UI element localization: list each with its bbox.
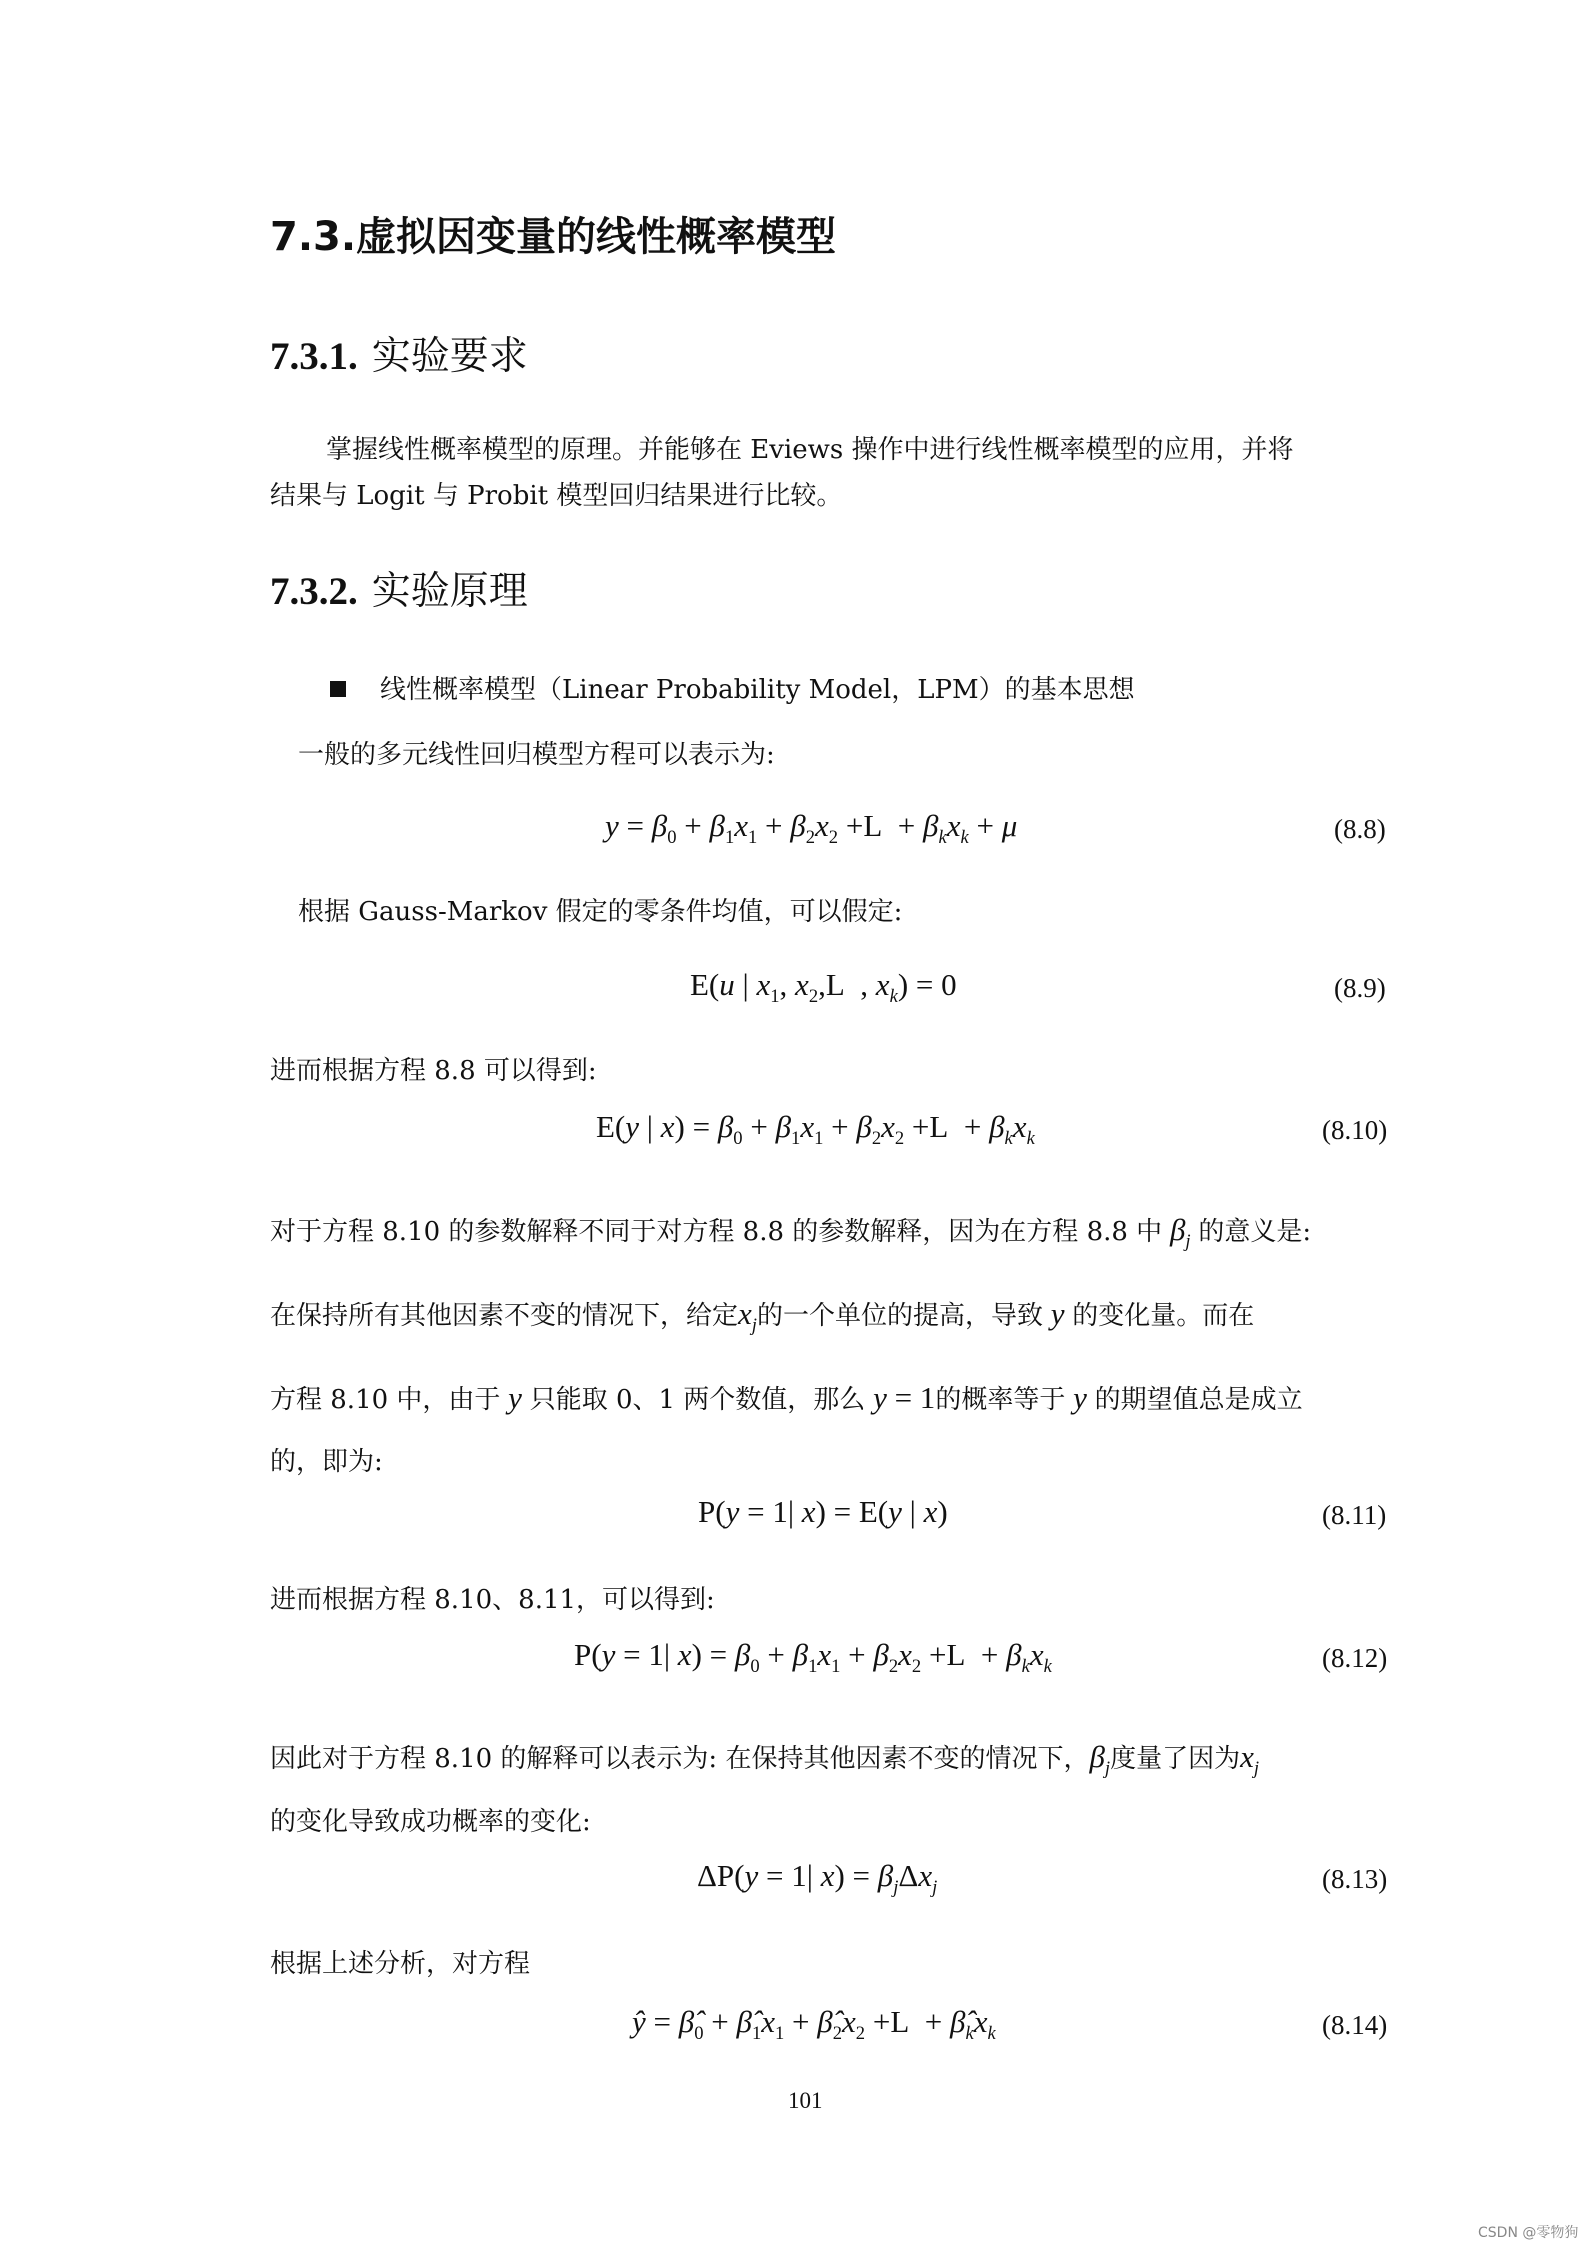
equation-number: (8.14) [1322, 2010, 1388, 2040]
subsection-number: 7.3.1. [270, 335, 358, 378]
paragraph-line: 的变化导致成功概率的变化: [270, 1807, 591, 1837]
watermark: CSDN @零物狗 [1478, 2225, 1579, 2241]
bullet-text: 线性概率模型（Linear Probability Model，LPM）的基本思想 [380, 675, 1135, 705]
paragraph-line: 一般的多元线性回归模型方程可以表示为: [298, 740, 775, 770]
equation-number: (8.8) [1334, 814, 1386, 844]
paragraph-line: 因此对于方程 8.10 的解释可以表示为: 在保持其他因素不变的情况下，$\beta_j$度量了因为$x_j$ [270, 1739, 1260, 1780]
subsection-number: 7.3.2. [270, 570, 358, 613]
square-bullet-icon [330, 681, 346, 697]
bullet-item [330, 668, 1135, 712]
section-title: 7.3.虚拟因变量的线性概率模型 [270, 214, 837, 260]
requirements-line-2: 结果与 Logit 与 Probit 模型回归结果进行比较。 [270, 481, 843, 511]
equation-number: (8.12) [1322, 1643, 1388, 1673]
equation-number: (8.11) [1322, 1500, 1387, 1530]
paragraph-line: 的，即为: [270, 1447, 383, 1477]
equation-8-11: P(y = 1| x) = E(y | x) [698, 1494, 948, 1529]
paragraph-line: 对于方程 8.10 的参数解释不同于对方程 8.8 的参数解释，因为在方程 8.8 中 $\beta_j$ 的意义是: [270, 1212, 1312, 1253]
equation-number: (8.13) [1322, 1864, 1388, 1894]
paragraph-line: 在保持所有其他因素不变的情况下，给定$x_j$的一个单位的提高，导致 y 的变化量。而在 [270, 1296, 1255, 1337]
requirements-line-1: 掌握线性概率模型的原理。并能够在 Eviews 操作中进行线性概率模型的应用，并将 [326, 435, 1294, 465]
paragraph-line: 根据上述分析，对方程 [270, 1949, 531, 1979]
equation-8-14: ŷ = $\betâ_0$ + $\betâ_1x_1$ + $\betâ_2x_2 +L$ + $\betâ_kx_k$ [632, 2004, 996, 2045]
equation-number: (8.10) [1322, 1115, 1388, 1145]
paragraph-line: 进而根据方程 8.10、8.11，可以得到: [270, 1585, 715, 1615]
subsection-title: 实验要求 [371, 334, 528, 379]
subsection-heading-principle [270, 560, 528, 616]
equation-number: (8.9) [1334, 973, 1386, 1003]
paragraph-line: 根据 Gauss-Markov 假定的零条件均值，可以假定: [298, 897, 903, 927]
paragraph-line: 进而根据方程 8.8 可以得到: [270, 1056, 597, 1086]
equation-8-12: P(y = 1| $x) = \beta_0 + \beta_1x_1 + \beta_2x_2 +L + \beta_kx_k$ [574, 1637, 1052, 1678]
equation-8-10: E(y | $x) = \beta_0 + \beta_1x_1 + \beta_2x_2 +L + \beta_kx_k$ [596, 1109, 1035, 1150]
page-number: 101 [788, 2088, 823, 2113]
subsection-title: 实验原理 [371, 569, 528, 614]
equation-8-13: ΔP(y = 1| $x) = \beta_j\Delta x_j$ [697, 1858, 938, 1899]
paragraph-line: 方程 8.10 中，由于 y 只能取 0、1 两个数值，那么 y = 1的概率等于 y 的期望值总是成立 [270, 1380, 1303, 1415]
equation-8-9: E(u | $x_1$, $x_2,L$ , $x_k) = 0$ [690, 967, 957, 1008]
subsection-heading-requirements [270, 325, 528, 381]
equation-8-8: $y = \beta_0 + \beta_1x_1 + \beta_2x_2 +L + \beta_kx_k + \mu$ [605, 808, 1018, 849]
